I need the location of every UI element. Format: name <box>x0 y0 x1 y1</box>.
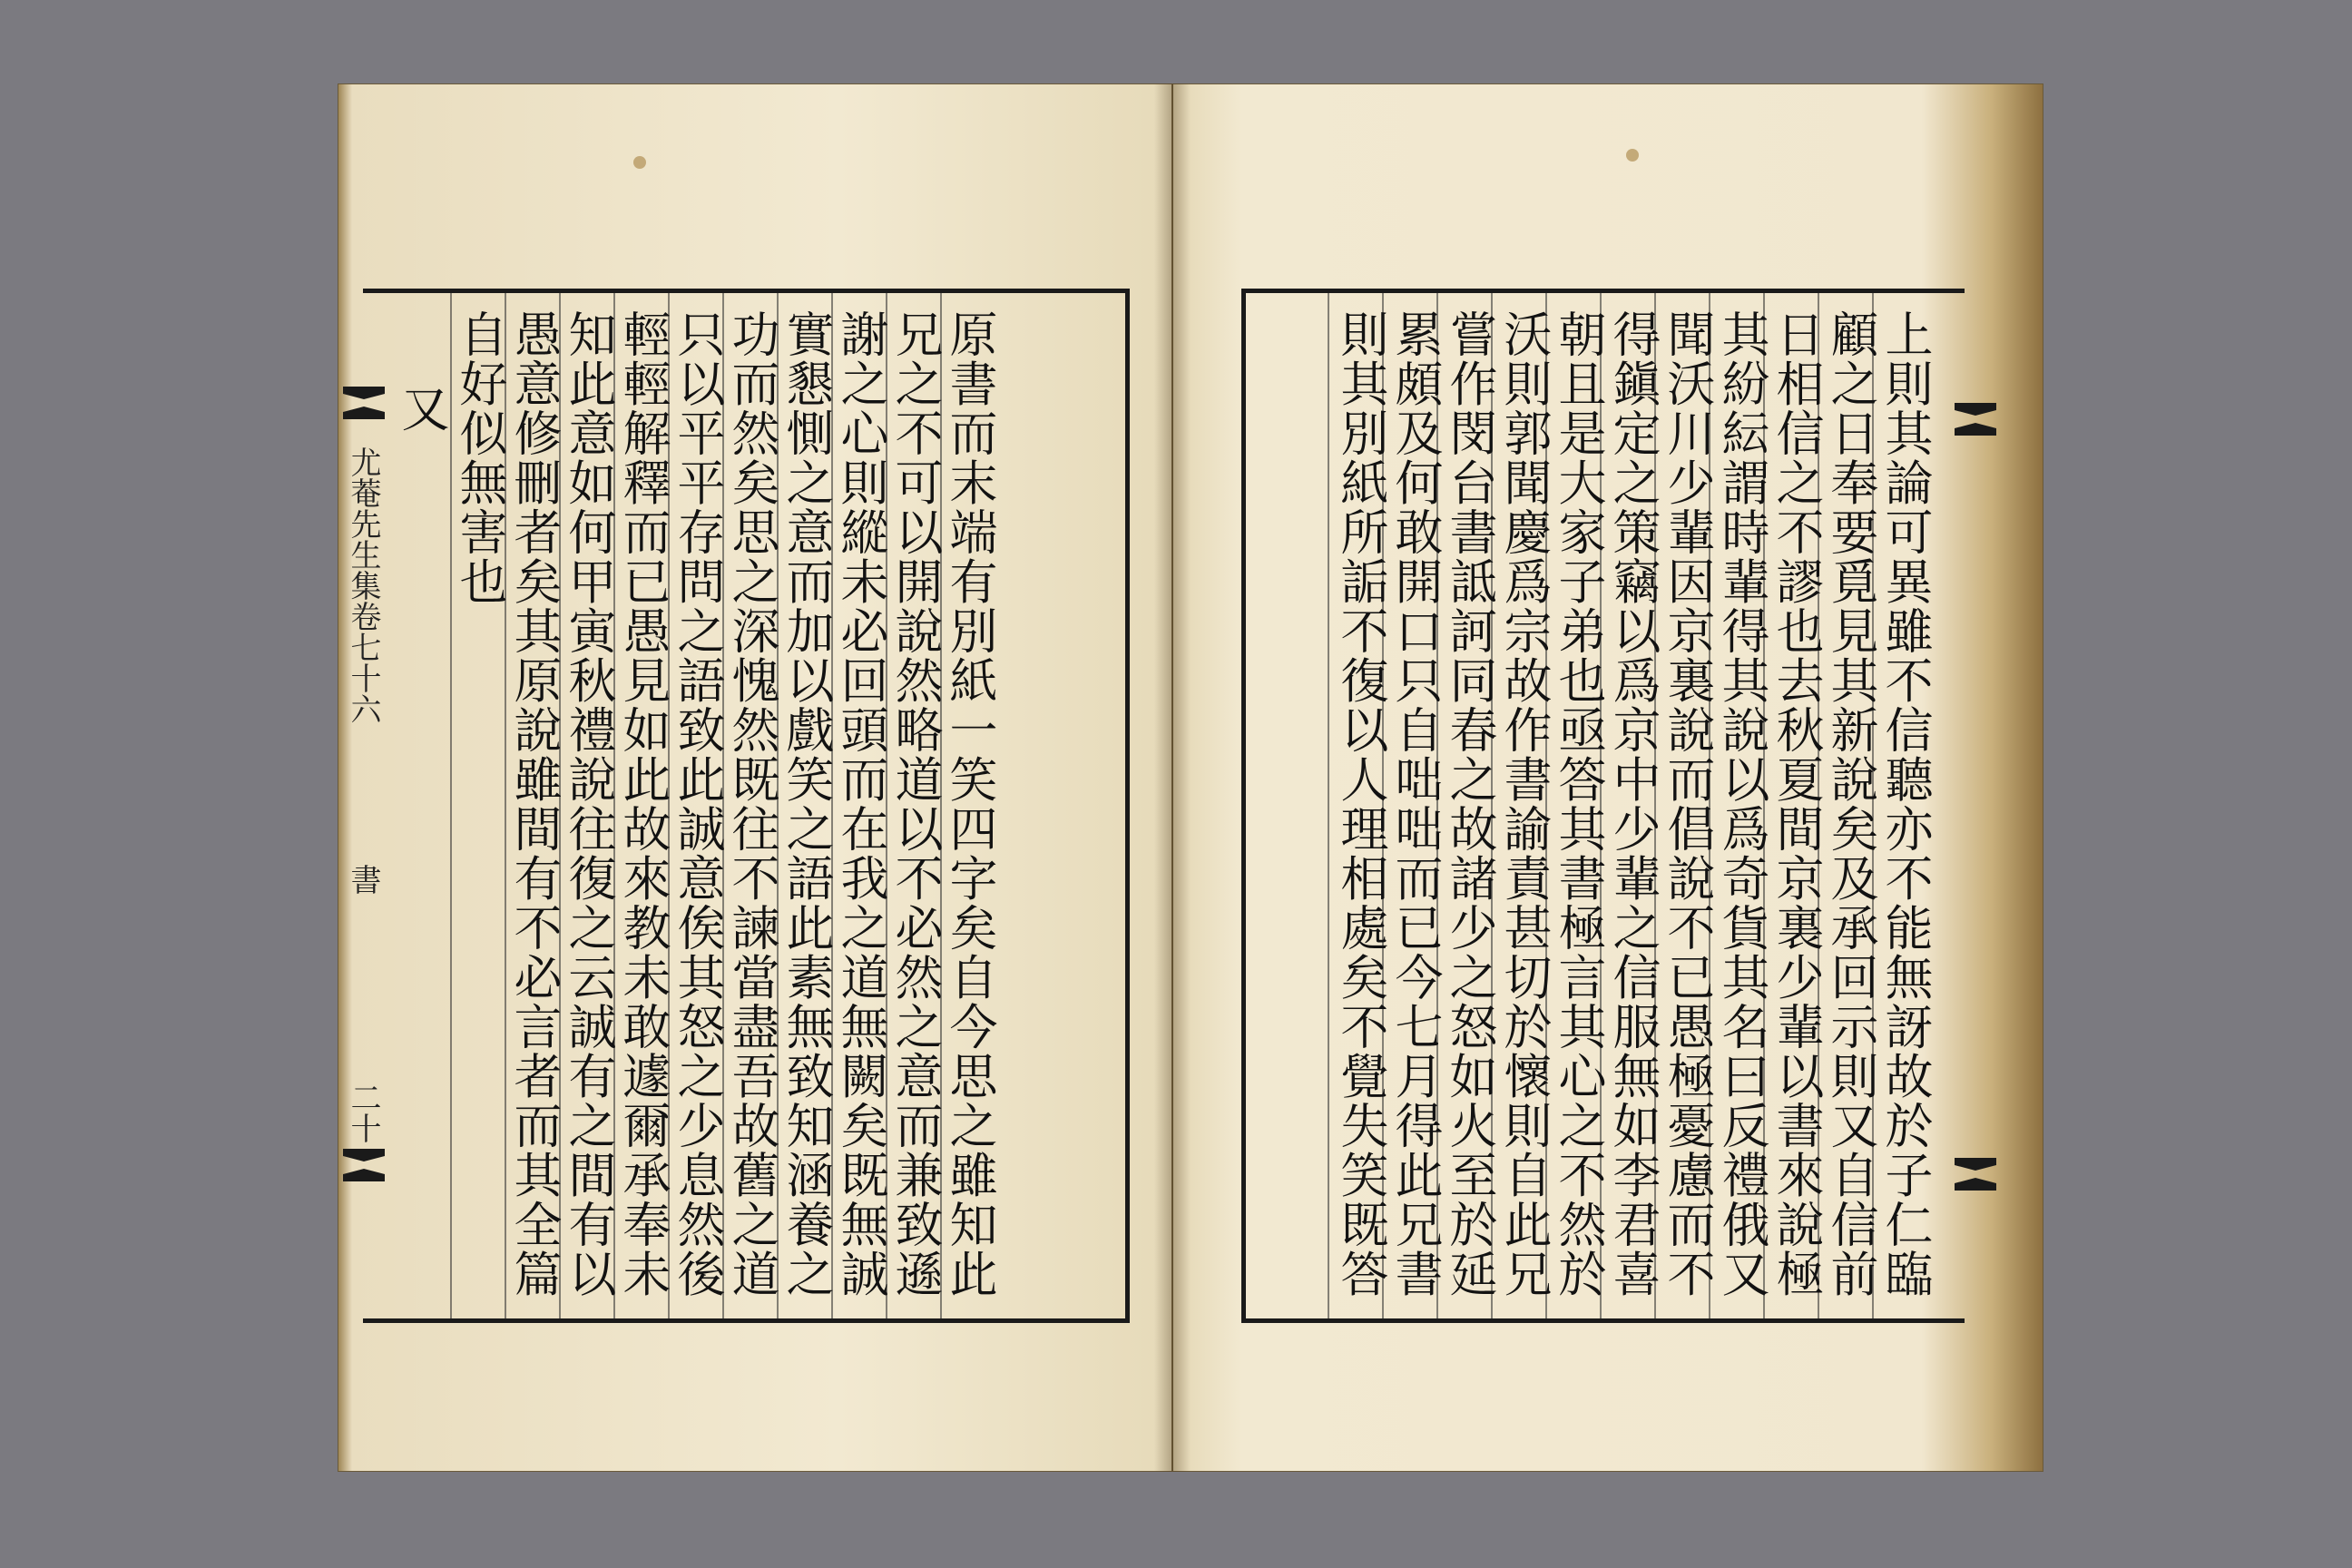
text-column: 其紛紜謂時輩得其說以爲奇貨其名曰反禮俄又 <box>1714 309 1769 1298</box>
left-text-frame <box>363 289 1130 1323</box>
fish-tail-mark-bottom <box>1953 1154 1998 1194</box>
volume-title: 尤菴先生集卷七十六 <box>345 446 381 724</box>
paper-stain <box>1626 149 1639 162</box>
section-label: 書 <box>345 864 381 895</box>
paper-stain <box>633 156 646 169</box>
text-column: 顧之日奉要覓見其新說矣及承回示則又自信前 <box>1823 309 1878 1298</box>
text-column: 知此意如何甲寅秋禮說往復之云誠有之間有以 <box>561 309 616 1298</box>
left-page <box>338 83 1172 1472</box>
text-column: 輕輕解釋而已愚見如此故來教未敢遽爾承奉未 <box>615 309 671 1298</box>
section-heading: 又 <box>394 384 449 434</box>
column-rule <box>1328 293 1329 1318</box>
text-column: 自好似無害也 <box>452 309 507 606</box>
text-column: 謝之心則縱未必回頭而在我之道無闕矣既無誠 <box>833 309 888 1298</box>
fish-tail-mark-top <box>1953 399 1998 439</box>
text-column: 得鎭定之策竊以爲京中少輩之信服無如李君喜 <box>1605 309 1661 1298</box>
text-column: 日相信之不謬也去秋夏間京裏少輩以書來說極 <box>1769 309 1824 1298</box>
text-column: 愚意修刪者矣其原說雖間有不必言者而其全篇 <box>506 309 562 1298</box>
text-column: 朝且是大家子弟也亟答其書極言其心之不然於 <box>1551 309 1606 1298</box>
text-column: 實懇惻之意而加以戲笑之語此素無致知涵養之 <box>779 309 834 1298</box>
text-column: 累頗及何敢開口只自咄咄而已今七月得此兄書 <box>1387 309 1443 1298</box>
text-column: 功而然矣思之深愧然既往不諫當盡吾故舊之道 <box>724 309 779 1298</box>
fish-tail-mark-top <box>341 383 387 423</box>
text-column: 則其別紙所詬不復以人理相處矣不覺失笑既答 <box>1333 309 1388 1298</box>
text-column: 只以平平存問之語致此誠意俟其怒之少息然後 <box>670 309 725 1298</box>
text-column: 兄之不可以開說然略道以不必然之意而兼致遜 <box>887 309 943 1298</box>
text-column: 沃則郭聞慶爲宗故作書諭責甚切於懷則自此兄 <box>1496 309 1552 1298</box>
fish-tail-mark-bottom <box>341 1145 387 1185</box>
text-column: 原書而末端有別紙一笑四字矣自今思之雖知此 <box>942 309 997 1298</box>
text-column: 上則其論可異雖不信聽亦不能無訝故於子仁臨 <box>1877 309 1933 1298</box>
page-number: 二十 <box>345 1082 381 1143</box>
right-text-frame <box>1241 289 1965 1323</box>
text-column: 聞沃川少輩因京裏說而倡說不已愚極憂慮而不 <box>1660 309 1715 1298</box>
book-gutter <box>1154 83 1191 1472</box>
open-book <box>338 83 2043 1472</box>
text-column: 嘗作閔台書詆訶同春之故諸少之怒如火至於延 <box>1442 309 1497 1298</box>
